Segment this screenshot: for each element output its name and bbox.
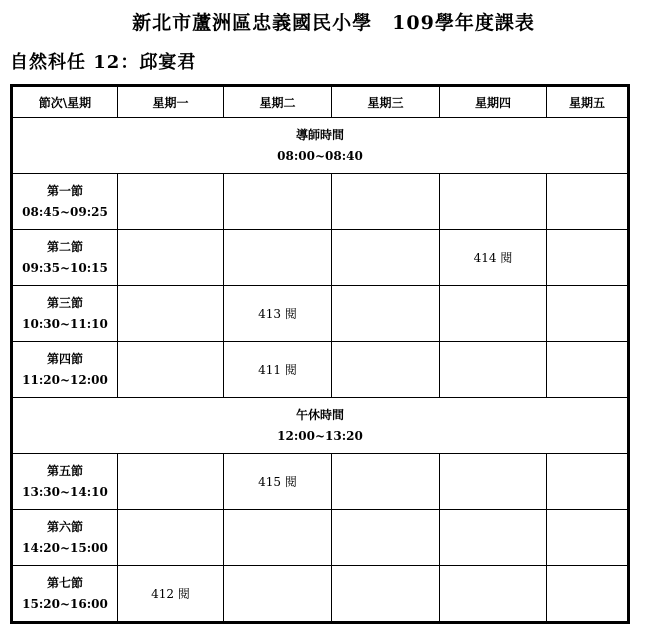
- schedule-cell: [332, 510, 440, 566]
- period-name: 第二節: [46, 239, 83, 254]
- teacher-subtitle: 自然科任 12：邱宴君: [10, 52, 197, 73]
- schedule-cell: [118, 342, 224, 398]
- schedule-cell: [224, 510, 332, 566]
- schedule-cell: [118, 510, 224, 566]
- period-name: 第一節: [46, 183, 83, 198]
- period-label: [12, 454, 118, 510]
- schedule-cell: [118, 230, 224, 286]
- period-time: 09:35~10:15: [22, 260, 108, 275]
- schedule-cell: [440, 566, 547, 623]
- period-label: [12, 342, 118, 398]
- period-row-1: [12, 174, 629, 230]
- schedule-cell: [547, 566, 629, 623]
- period-time: 08:45~09:25: [22, 204, 108, 219]
- schedule-cell: 412 閱: [118, 566, 224, 623]
- schedule-cell: 415 閱: [224, 454, 332, 510]
- noon-break: [12, 398, 629, 454]
- schedule-cell: 414 閱: [440, 230, 547, 286]
- schedule-cell: [547, 454, 629, 510]
- period-name: 第六節: [46, 519, 83, 534]
- period-label: [12, 230, 118, 286]
- schedule-cell: [440, 286, 547, 342]
- timetable: [10, 84, 630, 624]
- schedule-cell: [440, 510, 547, 566]
- period-time: 10:30~11:10: [22, 316, 108, 331]
- schedule-cell: [440, 342, 547, 398]
- day-header-mon: 星期一: [118, 86, 224, 118]
- period-row-7: [12, 566, 629, 623]
- schedule-cell: [332, 286, 440, 342]
- period-name: 第五節: [46, 463, 83, 478]
- period-time: 11:20~12:00: [22, 372, 108, 387]
- schedule-cell: [332, 566, 440, 623]
- corner-header: 節次\星期: [12, 86, 118, 118]
- schedule-cell: [547, 230, 629, 286]
- day-header-tue: 星期二: [224, 86, 332, 118]
- schedule-cell: [332, 230, 440, 286]
- period-time: 15:20~16:00: [22, 596, 108, 611]
- schedule-cell: [440, 454, 547, 510]
- morning-break-label: 導師時間: [295, 127, 344, 142]
- schedule-cell: [224, 230, 332, 286]
- day-header-fri: 星期五: [547, 86, 629, 118]
- day-header-thu: 星期四: [440, 86, 547, 118]
- period-row-6: [12, 510, 629, 566]
- period-name: 第四節: [46, 351, 83, 366]
- period-name: 第七節: [46, 575, 83, 590]
- period-row-2: [12, 230, 629, 286]
- period-label: [12, 286, 118, 342]
- noon-break-label: 午休時間: [295, 407, 344, 422]
- schedule-cell: 413 閱: [224, 286, 332, 342]
- schedule-cell: [224, 174, 332, 230]
- schedule-cell: [547, 510, 629, 566]
- period-row-5: [12, 454, 629, 510]
- schedule-cell: [118, 286, 224, 342]
- morning-break: [12, 118, 629, 174]
- schedule-cell: [332, 454, 440, 510]
- morning-break-row: [12, 118, 629, 174]
- period-label: [12, 174, 118, 230]
- schedule-cell: [224, 566, 332, 623]
- day-header-wed: 星期三: [332, 86, 440, 118]
- schedule-cell: 411 閱: [224, 342, 332, 398]
- period-row-4: [12, 342, 629, 398]
- schedule-cell: [332, 342, 440, 398]
- morning-break-time: 08:00~08:40: [277, 148, 363, 163]
- period-label: [12, 510, 118, 566]
- period-label: [12, 566, 118, 623]
- schedule-cell: [118, 174, 224, 230]
- schedule-cell: [440, 174, 547, 230]
- period-time: 13:30~14:10: [22, 484, 108, 499]
- schedule-cell: [547, 286, 629, 342]
- period-name: 第三節: [46, 295, 83, 310]
- noon-break-time: 12:00~13:20: [277, 428, 363, 443]
- header-row: [12, 86, 629, 118]
- page-title: 新北市蘆洲區忠義國民小學 109學年度課表: [132, 12, 535, 34]
- schedule-cell: [547, 174, 629, 230]
- schedule-cell: [118, 454, 224, 510]
- schedule-cell: [547, 342, 629, 398]
- period-time: 14:20~15:00: [22, 540, 108, 555]
- schedule-cell: [332, 174, 440, 230]
- noon-break-row: [12, 398, 629, 454]
- period-row-3: [12, 286, 629, 342]
